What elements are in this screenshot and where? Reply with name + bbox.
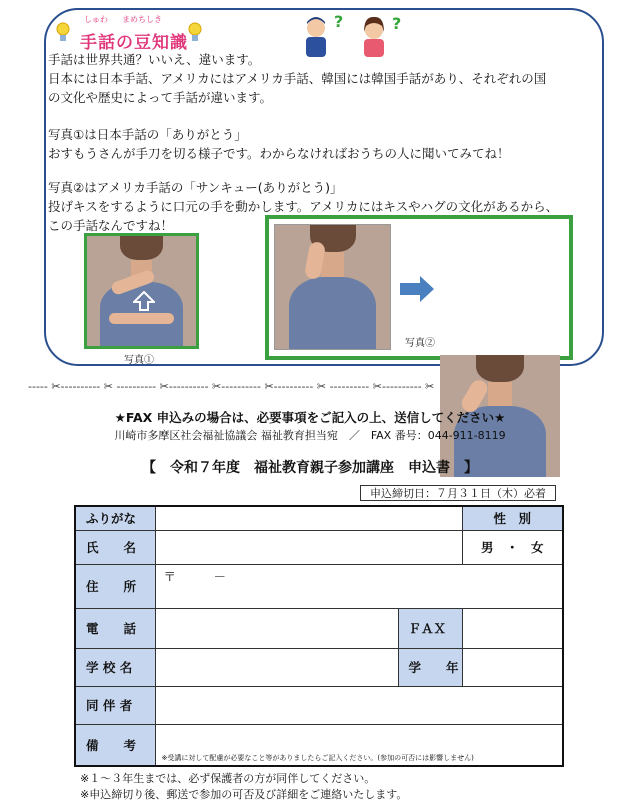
label-address: 住 所 (75, 564, 155, 608)
question-mark-1: ? (334, 12, 344, 31)
companion-field[interactable] (155, 686, 563, 724)
paragraph-line: 写真②はアメリカ手話の「サンキュー(ありがとう)」 (48, 180, 343, 195)
label-name: 氏 名 (75, 530, 155, 564)
grade-field[interactable] (462, 648, 563, 686)
paragraph-line: 日本には日本手話、アメリカにはアメリカ手話、韓国には韓国手話があり、それぞれの国 (48, 71, 547, 86)
footnote-2: ※申込締切り後、郵送で参加の可否及び詳細をご連絡いたします。 (80, 788, 408, 801)
right-arrow-icon (400, 276, 434, 302)
footnote-1: ※１～３年生までは、必ず保護者の方が同伴してください。 (80, 772, 376, 785)
label-school: 学 校 名 (75, 648, 155, 686)
label-sex: 性 別 (462, 506, 563, 530)
postal-mark: 〒 － (163, 568, 227, 584)
fax-destination: 川崎市多摩区社会福祉協議会 福祉教育担当宛 ／ FAX 番号：044-911-8119 (114, 429, 506, 442)
paragraph-line: 投げキスをするように口元の手を動かします。アメリカにはキスやハグの文化があるから、 (48, 199, 559, 214)
application-form (74, 505, 564, 767)
ruby-mamechishiki: まめちしき (122, 15, 162, 24)
paragraph-1 (48, 50, 546, 107)
fax-field[interactable] (462, 608, 563, 648)
paragraph-2 (48, 125, 510, 163)
fax-instruction: ★FAX 申込みの場合は、必要事項をご記入の上、送信してください★ (114, 410, 506, 425)
label-furigana: ふりがな (75, 506, 155, 530)
photo-2a (274, 224, 391, 350)
paragraph-line: この手話なんですね！ (48, 218, 174, 233)
label-remarks: 備 考 (75, 724, 155, 766)
label-companion: 同 伴 者 (75, 686, 155, 724)
paragraph-line: おすもうさんが手刀を切る様子です。わからなければおうちの人に聞いてみてね！ (48, 146, 510, 161)
paragraph-line: の文化や歴史によって手話が違います。 (48, 90, 273, 105)
question-mark-2: ? (392, 14, 402, 33)
photo-1 (87, 236, 196, 346)
photo-2-caption: 写真② (405, 338, 435, 349)
up-arrow-icon (133, 291, 155, 311)
label-grade: 学 年 (398, 648, 462, 686)
form-title: 【 令和７年度 福祉教育親子参加講座 申込書 】 (142, 460, 478, 476)
ruby-shuwa: しゅわ (84, 15, 108, 24)
sex-options[interactable]: 男 ・ 女 (462, 530, 563, 564)
remarks-field[interactable] (155, 724, 563, 766)
lightbulb-icon (56, 22, 70, 42)
label-phone: 電 話 (75, 608, 155, 648)
lightbulb-icon (188, 22, 202, 42)
trivia-title: 手話の豆知識 (80, 33, 188, 53)
school-field[interactable] (155, 648, 398, 686)
furigana-field[interactable] (155, 506, 462, 530)
name-field[interactable] (155, 530, 462, 564)
paragraph-line: 写真①は日本手話の「ありがとう」 (48, 127, 247, 142)
photo-1-frame (84, 233, 199, 349)
phone-field[interactable] (155, 608, 398, 648)
remarks-note: ※受講に対して配慮が必要なこと等がありましたらご記入ください。(参加の可否には影響しません) (161, 754, 474, 762)
label-fax: ＦＡＸ (398, 608, 462, 648)
photo-1-caption: 写真① (124, 355, 154, 366)
deadline-box: 申込締切日：７月３１日（木）必着 (360, 485, 556, 501)
address-field[interactable] (155, 564, 563, 608)
cut-line: ----- ✂---------- ✂ ---------- ✂---------- ✂---------- ✂---------- ✂ ---------- ✂---------- ✂ (28, 380, 435, 393)
paragraph-line: 手話は世界共通？いいえ、違います。 (48, 52, 261, 67)
trivia-heading (56, 14, 296, 54)
